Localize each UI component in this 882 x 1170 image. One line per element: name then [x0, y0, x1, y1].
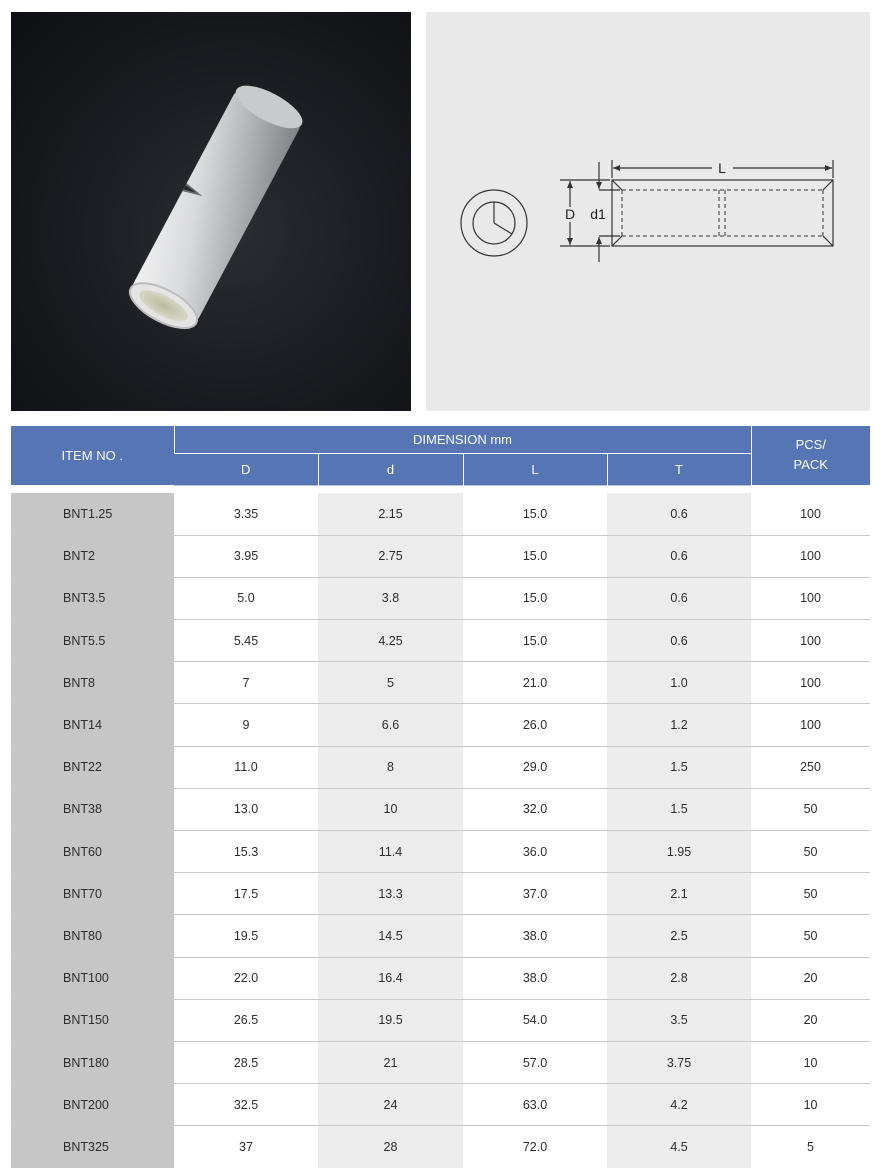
cell-pcs: 50 — [751, 831, 870, 873]
cell-pcs: 100 — [751, 577, 870, 619]
cell-t: 1.95 — [607, 831, 751, 873]
cell-l: 29.0 — [463, 746, 607, 788]
cell-d: 19.5 — [174, 915, 318, 957]
cell-item: BNT14 — [11, 704, 174, 746]
table-row — [11, 873, 870, 915]
cell-d: 7 — [174, 662, 318, 704]
header-pcs-pack — [751, 426, 870, 485]
cell-l: 15.0 — [463, 620, 607, 662]
outer-diameter-label: D — [564, 206, 576, 222]
cell-t: 1.5 — [607, 788, 751, 830]
spec-table — [11, 426, 870, 1168]
cell-pcs: 100 — [751, 662, 870, 704]
cell-d-inner: 3.8 — [318, 577, 463, 619]
table-row — [11, 788, 870, 830]
cell-d-inner: 16.4 — [318, 957, 463, 999]
table-row — [11, 999, 870, 1041]
cell-d: 15.3 — [174, 831, 318, 873]
length-label: L — [718, 160, 726, 176]
cell-d: 13.0 — [174, 788, 318, 830]
cell-pcs: 20 — [751, 999, 870, 1041]
header-col-L: L — [463, 453, 607, 485]
cell-d: 11.0 — [174, 746, 318, 788]
table-row — [11, 535, 870, 577]
cell-d: 32.5 — [174, 1084, 318, 1126]
cell-item: BNT325 — [11, 1126, 174, 1168]
cell-item: BNT60 — [11, 831, 174, 873]
table-row — [11, 1126, 870, 1168]
dimension-drawing — [426, 12, 870, 411]
cell-t: 0.6 — [607, 620, 751, 662]
cell-l: 15.0 — [463, 535, 607, 577]
cell-item: BNT200 — [11, 1084, 174, 1126]
cell-t: 3.5 — [607, 999, 751, 1041]
cell-d: 5.0 — [174, 577, 318, 619]
cell-d-inner: 8 — [318, 746, 463, 788]
table-row — [11, 493, 870, 535]
cell-d: 22.0 — [174, 957, 318, 999]
cell-item: BNT150 — [11, 999, 174, 1041]
cell-pcs: 100 — [751, 535, 870, 577]
table-row — [11, 915, 870, 957]
header-col-D: D — [174, 453, 318, 485]
table-row — [11, 831, 870, 873]
cell-l: 57.0 — [463, 1041, 607, 1083]
table-row — [11, 662, 870, 704]
header-dimension: DIMENSION mm — [174, 426, 751, 453]
inner-diameter-label: d1 — [590, 206, 606, 222]
cell-d-inner: 24 — [318, 1084, 463, 1126]
cell-item: BNT180 — [11, 1041, 174, 1083]
cell-t: 4.5 — [607, 1126, 751, 1168]
header-pcs-pack-text: PCS/ PACK — [793, 437, 828, 473]
spec-table-body — [11, 493, 870, 1168]
table-row — [11, 577, 870, 619]
cell-d-inner: 4.25 — [318, 620, 463, 662]
cell-item: BNT38 — [11, 788, 174, 830]
cell-item: BNT3.5 — [11, 577, 174, 619]
cell-l: 15.0 — [463, 577, 607, 619]
cell-d-inner: 11.4 — [318, 831, 463, 873]
cell-pcs: 10 — [751, 1041, 870, 1083]
cell-t: 2.8 — [607, 957, 751, 999]
cell-d-inner: 28 — [318, 1126, 463, 1168]
cell-l: 38.0 — [463, 957, 607, 999]
cell-d-inner: 5 — [318, 662, 463, 704]
cell-pcs: 5 — [751, 1126, 870, 1168]
header-col-d: d — [318, 453, 463, 485]
cell-d: 28.5 — [174, 1041, 318, 1083]
cell-t: 1.0 — [607, 662, 751, 704]
cell-pcs: 50 — [751, 788, 870, 830]
cell-item: BNT22 — [11, 746, 174, 788]
cell-pcs: 10 — [751, 1084, 870, 1126]
cell-t: 2.5 — [607, 915, 751, 957]
cell-t: 4.2 — [607, 1084, 751, 1126]
cell-pcs: 50 — [751, 915, 870, 957]
table-row — [11, 746, 870, 788]
cell-t: 1.5 — [607, 746, 751, 788]
cell-l: 15.0 — [463, 493, 607, 535]
cell-d-inner: 21 — [318, 1041, 463, 1083]
table-row — [11, 704, 870, 746]
cell-t: 1.2 — [607, 704, 751, 746]
cell-pcs: 250 — [751, 746, 870, 788]
cell-l: 54.0 — [463, 999, 607, 1041]
cell-pcs: 100 — [751, 620, 870, 662]
cell-l: 72.0 — [463, 1126, 607, 1168]
cell-l: 32.0 — [463, 788, 607, 830]
butt-connector-image — [11, 12, 411, 411]
cell-t: 2.1 — [607, 873, 751, 915]
cell-d: 9 — [174, 704, 318, 746]
cell-t: 3.75 — [607, 1041, 751, 1083]
cell-item: BNT1.25 — [11, 493, 174, 535]
cell-t: 0.6 — [607, 577, 751, 619]
table-row — [11, 957, 870, 999]
cell-item: BNT8 — [11, 662, 174, 704]
cell-d-inner: 2.15 — [318, 493, 463, 535]
cell-d-inner: 2.75 — [318, 535, 463, 577]
cell-item: BNT100 — [11, 957, 174, 999]
cell-d-inner: 13.3 — [318, 873, 463, 915]
cell-l: 21.0 — [463, 662, 607, 704]
cell-item: BNT80 — [11, 915, 174, 957]
cell-pcs: 100 — [751, 493, 870, 535]
cell-item: BNT5.5 — [11, 620, 174, 662]
cell-l: 26.0 — [463, 704, 607, 746]
cell-d-inner: 19.5 — [318, 999, 463, 1041]
cell-item: BNT70 — [11, 873, 174, 915]
product-photo — [11, 12, 411, 411]
cell-d: 17.5 — [174, 873, 318, 915]
cell-pcs: 20 — [751, 957, 870, 999]
table-row — [11, 1084, 870, 1126]
cell-t: 0.6 — [607, 493, 751, 535]
cell-d-inner: 10 — [318, 788, 463, 830]
cell-l: 63.0 — [463, 1084, 607, 1126]
cell-pcs: 50 — [751, 873, 870, 915]
header-col-T: T — [607, 453, 751, 485]
cell-d-inner: 6.6 — [318, 704, 463, 746]
table-row — [11, 620, 870, 662]
table-row — [11, 1041, 870, 1083]
cell-l: 38.0 — [463, 915, 607, 957]
cell-t: 0.6 — [607, 535, 751, 577]
header-item-no: ITEM NO . — [11, 426, 174, 485]
cell-d-inner: 14.5 — [318, 915, 463, 957]
cell-d: 3.35 — [174, 493, 318, 535]
cell-d: 3.95 — [174, 535, 318, 577]
cell-d: 37 — [174, 1126, 318, 1168]
cell-d: 26.5 — [174, 999, 318, 1041]
cell-l: 37.0 — [463, 873, 607, 915]
cell-pcs: 100 — [751, 704, 870, 746]
cell-item: BNT2 — [11, 535, 174, 577]
cell-l: 36.0 — [463, 831, 607, 873]
technical-drawing — [426, 12, 870, 411]
cell-d: 5.45 — [174, 620, 318, 662]
